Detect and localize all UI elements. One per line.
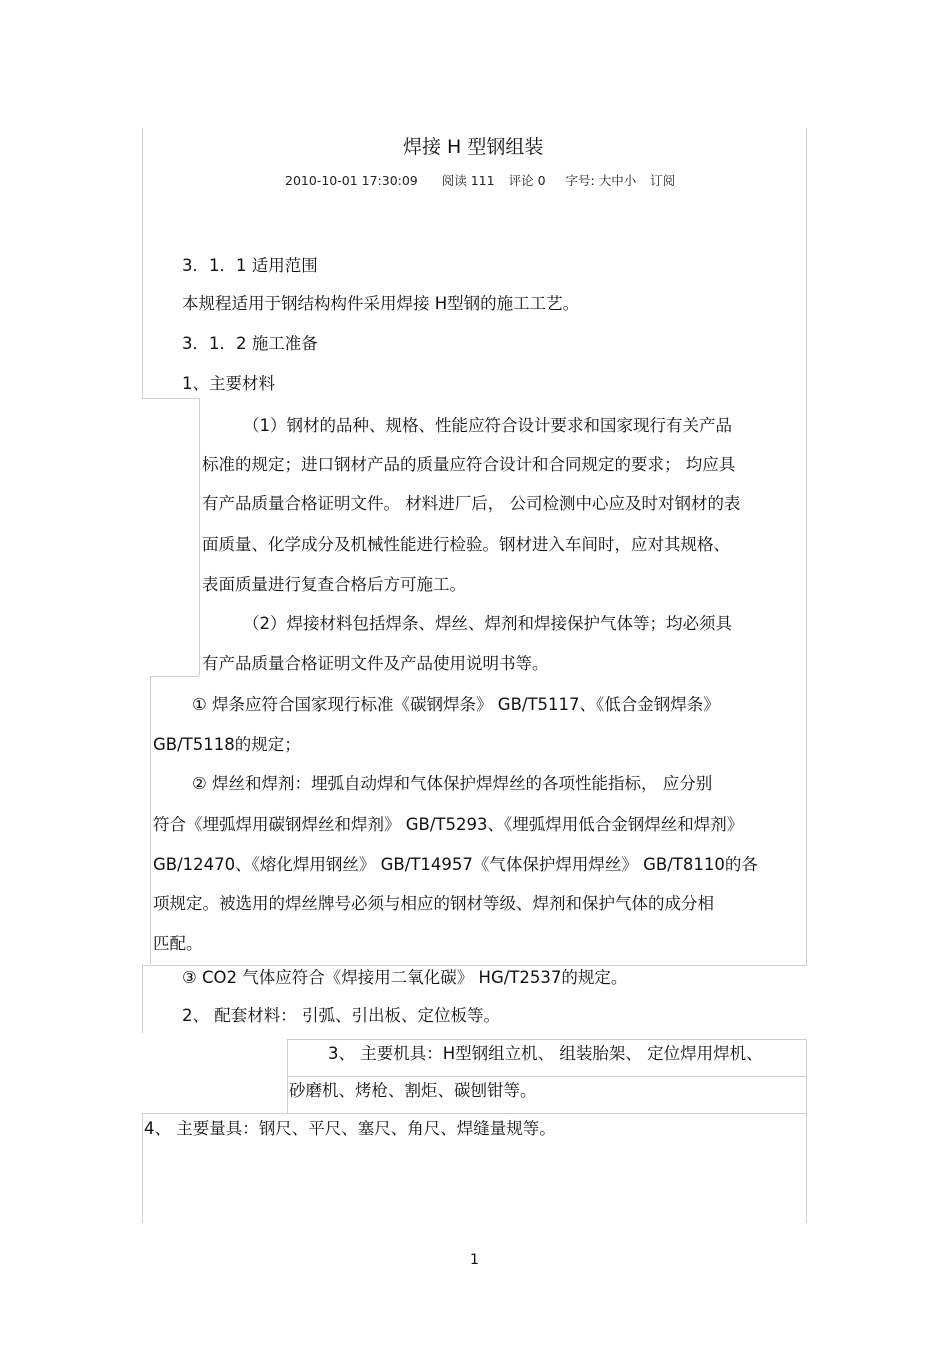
item-2-line-1: ② 焊丝和焊剂：埋弧自动焊和气体保护焊焊丝的各项性能指标， 应分别 bbox=[192, 774, 713, 793]
para-steel-line-5: 表面质量进行复查合格后方可施工。 bbox=[202, 575, 466, 594]
meta-read-count: 111 bbox=[470, 173, 495, 188]
meta-comment-count: 0 bbox=[537, 173, 546, 188]
supporting-materials: 2、 配套材料： 引弧、引出板、定位板等。 bbox=[182, 1006, 500, 1025]
heading-preparation: 3．1．2 施工准备 bbox=[182, 334, 318, 353]
para-welding-line-1: （2）焊接材料包括焊条、焊丝、焊剂和焊接保护气体等；均必须具 bbox=[243, 614, 732, 633]
main-equipment-line-2: 砂磨机、烤枪、割炬、碳刨钳等。 bbox=[289, 1081, 537, 1100]
para-steel-line-2: 标准的规定；进口钢材产品的质量应符合设计和合同规定的要求； 均应具 bbox=[202, 455, 736, 474]
doc-title: 焊接 H 型钢组装 bbox=[403, 136, 544, 158]
item-2-line-2: 符合《埋弧焊用碳钢焊丝和焊剂》 GB/T5293、《埋弧焊用低合金钢焊丝和焊剂》 bbox=[153, 815, 744, 834]
item-2-line-3: GB/12470、《熔化焊用钢丝》 GB/T14957《气体保护焊用焊丝》 GB/T8110的各 bbox=[153, 855, 758, 874]
item-2-line-4: 项规定。被选用的焊丝牌号必须与相应的钢材等级、焊剂和保护气体的成分相 bbox=[153, 894, 714, 913]
border-row-5 bbox=[287, 1076, 806, 1077]
item-2-line-5: 匹配。 bbox=[153, 934, 203, 953]
scope-text: 本规程适用于钢结构构件采用焊接 H型钢的施工工艺。 bbox=[182, 294, 580, 313]
meta-font-sizes[interactable]: 大中小 bbox=[598, 173, 637, 188]
item-1-line-2: GB/T5118的规定； bbox=[153, 735, 301, 754]
heading-scope: 3．1．1 适用范围 bbox=[182, 256, 318, 275]
meta-datetime: 2010-10-01 17:30:09 bbox=[285, 173, 418, 188]
item-3-co2: ③ CO2 气体应符合《焊接用二氧化碳》 HG/T2537的规定。 bbox=[182, 968, 628, 987]
border-right-materials bbox=[806, 398, 807, 676]
measuring-tools: 4、 主要量具：钢尺、平尺、塞尺、角尺、焊缝量规等。 bbox=[144, 1119, 556, 1138]
main-equipment-line-1: 3、 主要机具：H型钢组立机、 组装胎架、 定位焊用焊机、 bbox=[328, 1044, 763, 1063]
border-right-bottom bbox=[806, 1113, 807, 1223]
border-left-co2 bbox=[142, 965, 143, 1033]
border-row-1 bbox=[142, 398, 199, 399]
page-number: 1 bbox=[470, 1252, 479, 1268]
border-row-3 bbox=[142, 965, 806, 966]
para-steel-line-1: （1）钢材的品种、规格、性能应符合设计要求和国家现行有关产品 bbox=[243, 416, 732, 435]
meta-subscribe-link[interactable]: 订阅 bbox=[650, 173, 676, 188]
border-left-bottom bbox=[142, 1113, 143, 1223]
meta-bar bbox=[285, 171, 675, 189]
meta-read-label: 阅读 bbox=[441, 173, 467, 188]
item-1-line-1: ① 焊条应符合国家现行标准《碳钢焊条》 GB/T5117、《低合金钢焊条》 bbox=[192, 695, 720, 714]
border-right-standards bbox=[806, 676, 807, 966]
heading-main-materials: 1、主要材料 bbox=[182, 374, 275, 393]
meta-font-label: 字号: bbox=[565, 173, 595, 188]
border-left-materials bbox=[199, 398, 200, 676]
border-right-tools bbox=[806, 1039, 807, 1113]
para-steel-line-3: 有产品质量合格证明文件。 材料进厂后， 公司检测中心应及时对钢材的表 bbox=[202, 494, 741, 513]
border-row-4 bbox=[287, 1039, 806, 1040]
border-row-2 bbox=[150, 676, 199, 677]
meta-comment-label[interactable]: 评论 bbox=[508, 173, 534, 188]
border-row-6 bbox=[142, 1113, 806, 1114]
para-welding-line-2: 有产品质量合格证明文件及产品使用说明书等。 bbox=[202, 654, 549, 673]
para-steel-line-4: 面质量、化学成分及机械性能进行检验。钢材进入车间时，应对其规格、 bbox=[202, 535, 730, 554]
border-right-top bbox=[806, 128, 807, 398]
border-left-top bbox=[142, 128, 143, 398]
border-left-standards bbox=[150, 676, 151, 964]
